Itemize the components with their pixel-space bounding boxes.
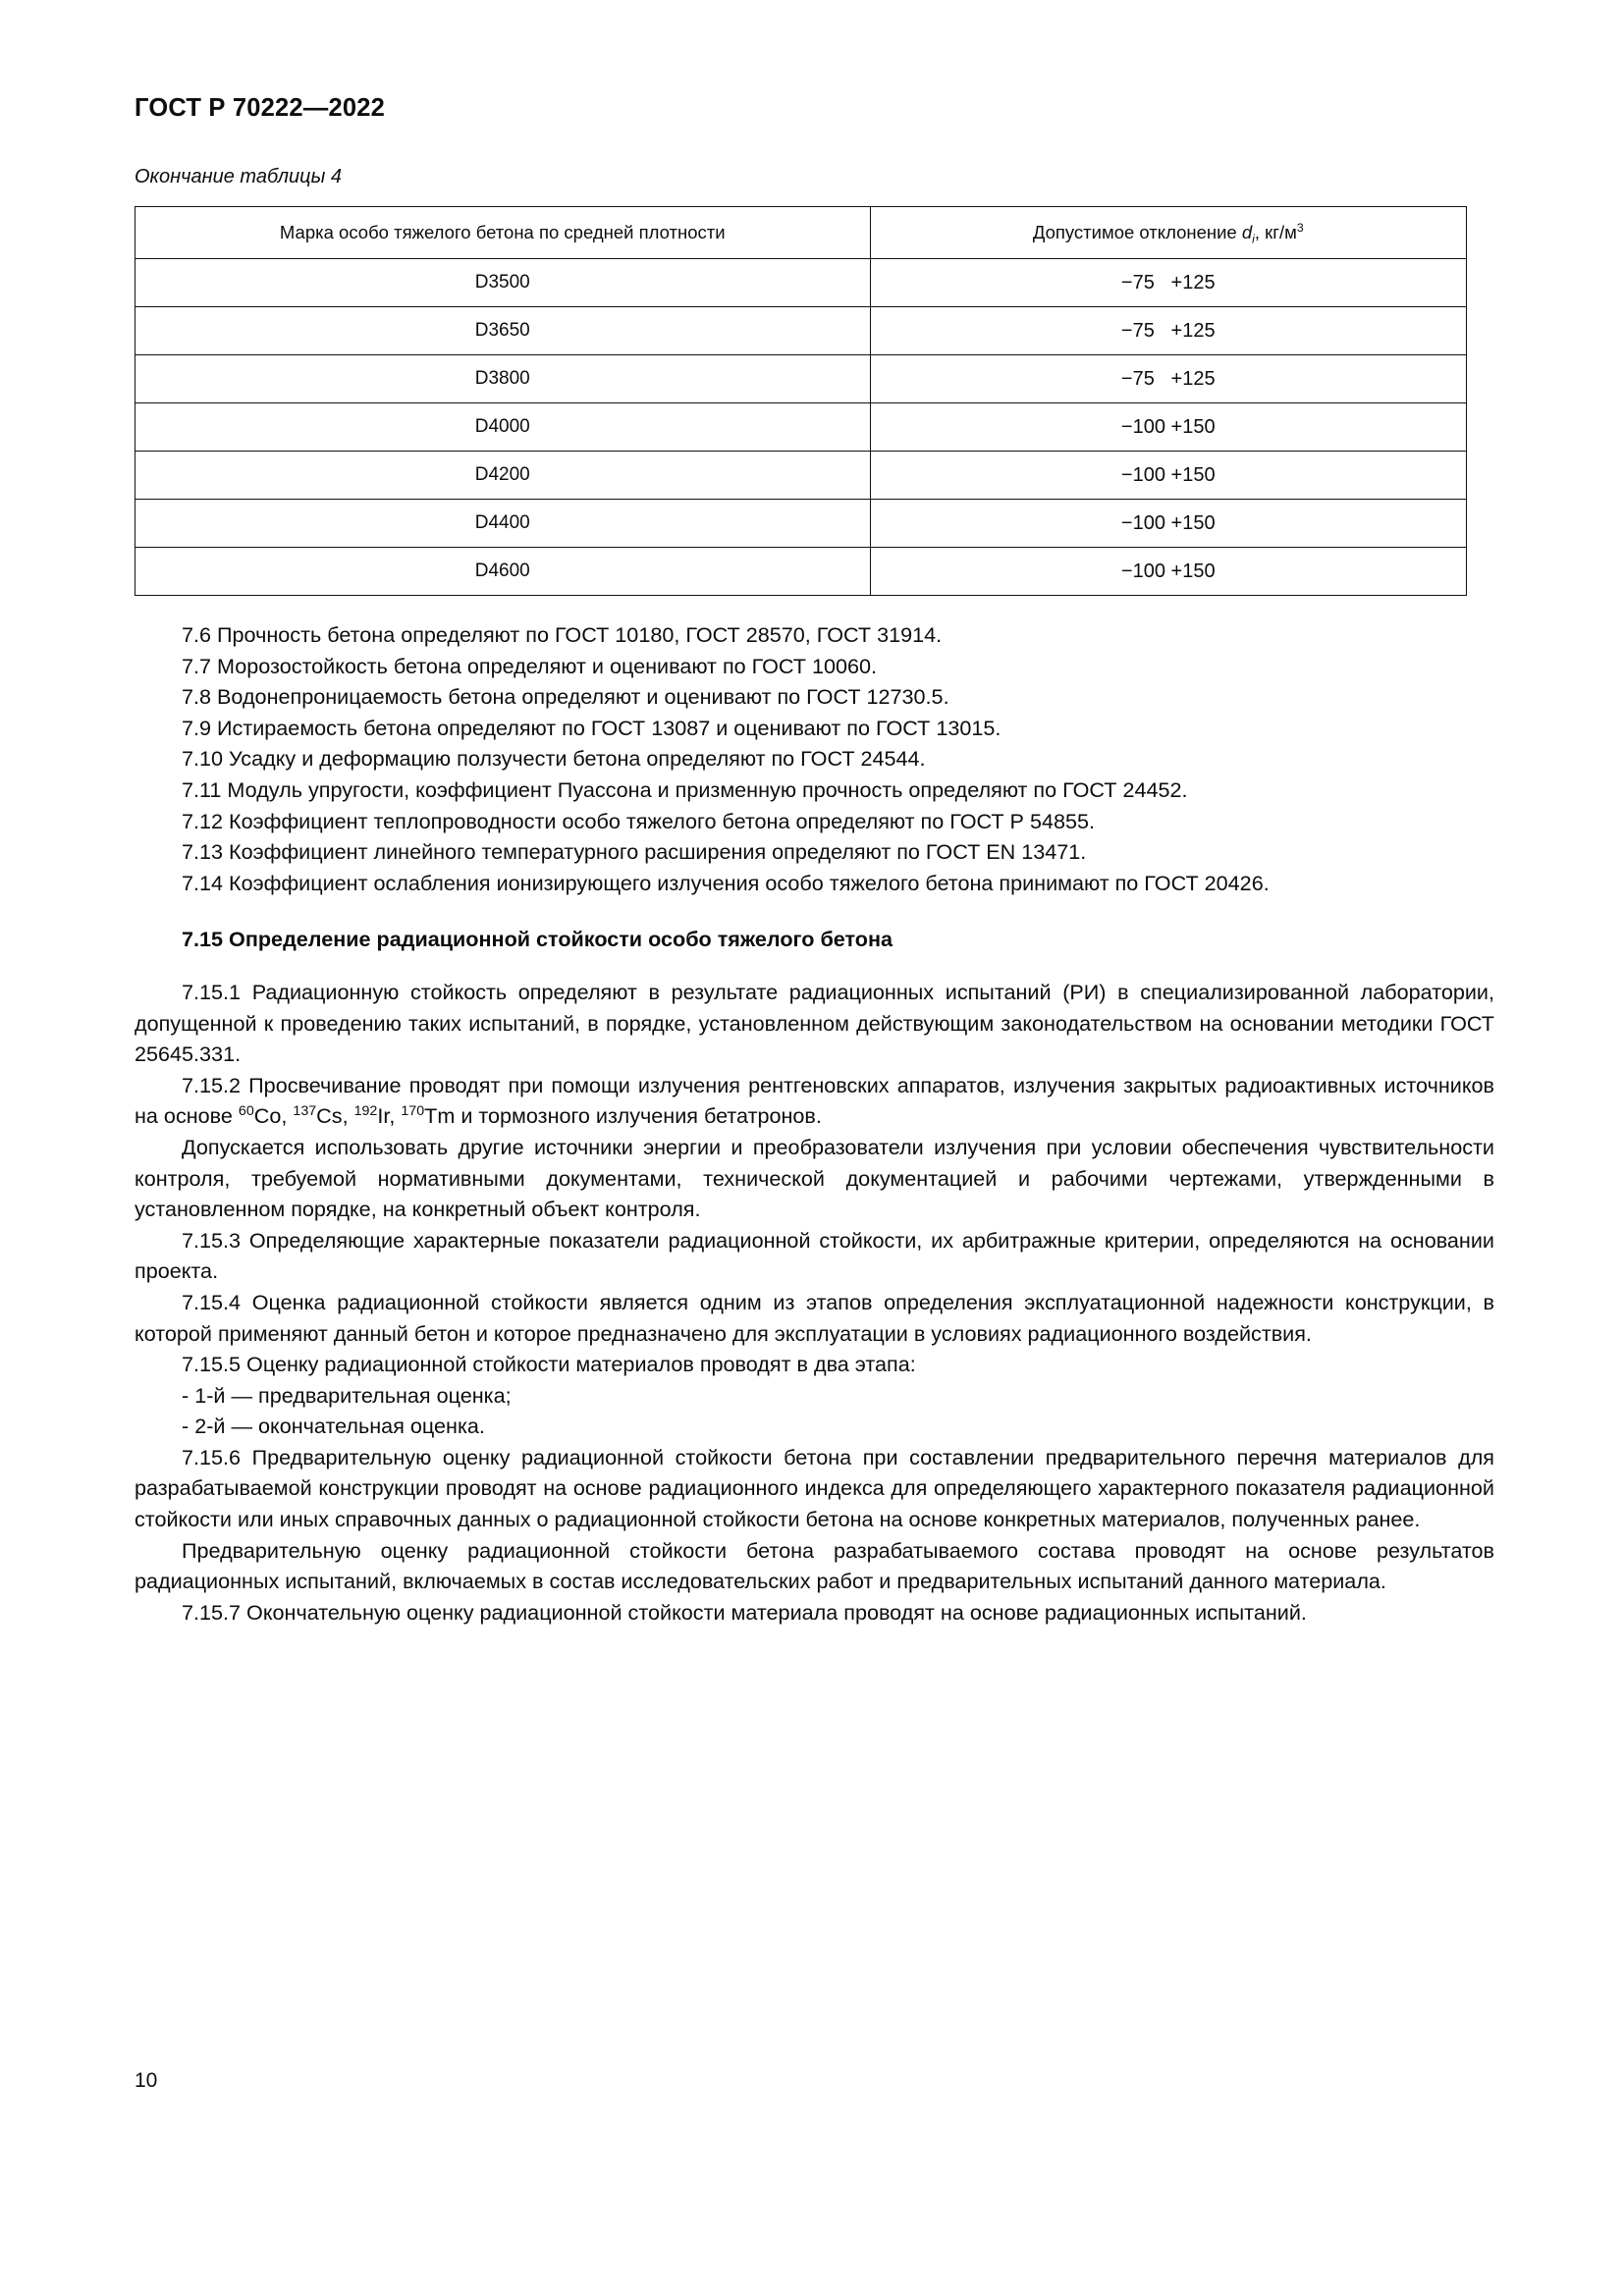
table-row bbox=[135, 452, 1467, 500]
deviation-header-exponent: 3 bbox=[1296, 220, 1304, 235]
clause-7-15-6-note: Предварительную оценку радиационной стойкости бетона разрабатываемого состава проводят на основе результатов радиационных испытаний, включаемых в состав исследовательских работ и предварительных испытаний данного материала. bbox=[135, 1537, 1494, 1594]
page-content bbox=[135, 94, 1494, 1628]
cell-grade: D3650 bbox=[135, 307, 871, 355]
deviation-value: −75 +125 bbox=[1120, 271, 1216, 294]
clause-7-15-5: 7.15.5 Оценку радиационной стойкости материалов проводят в два этапа: bbox=[182, 1352, 916, 1377]
isotope-symbol: Tm bbox=[424, 1103, 456, 1129]
table-row bbox=[135, 259, 1467, 307]
clause-7-9: 7.9 Истираемость бетона определяют по ГОСТ 13087 и оценивают по ГОСТ 13015. bbox=[182, 715, 1001, 740]
isotope-separator: , bbox=[389, 1103, 402, 1129]
clause-7-15-3: 7.15.3 Определяющие характерные показатели радиационной стойкости, их арбитражные критерии, определяются на основании проекта. bbox=[135, 1227, 1494, 1284]
clause-body bbox=[135, 619, 1494, 1628]
isotope-symbol: Co bbox=[253, 1103, 282, 1129]
isotope-mass-number: 60 bbox=[238, 1103, 254, 1120]
column-header-deviation bbox=[870, 207, 1467, 259]
cell-deviation bbox=[870, 355, 1467, 403]
running-header-standard-id: ГОСТ Р 70222—2022 bbox=[135, 94, 386, 122]
cell-deviation bbox=[870, 548, 1467, 596]
table-row bbox=[135, 307, 1467, 355]
column-header-grade: Марка особо тяжелого бетона по средней плотности bbox=[135, 207, 871, 259]
table-caption: Окончание таблицы 4 bbox=[135, 166, 343, 188]
isotope-mass-number: 137 bbox=[293, 1103, 317, 1120]
clause-7-12: 7.12 Коэффициент теплопроводности особо тяжелого бетона определяют по ГОСТ Р 54855. bbox=[182, 808, 1096, 833]
table-head bbox=[135, 207, 1467, 259]
isotope-symbol: Ir bbox=[377, 1103, 390, 1129]
section-heading-7-15: 7.15 Определение радиационной стойкости особо тяжелого бетона bbox=[182, 927, 893, 952]
clause-7-14: 7.14 Коэффициент ослабления ионизирующего излучения особо тяжелого бетона принимают по ГОСТ 20426. bbox=[182, 870, 1270, 895]
deviation-header-variable-subscript: i bbox=[1252, 232, 1255, 246]
clause-7-15-2-text-before: 7.15.2 Просвечивание проводят при помощи излучения рентгеновских аппаратов, излучения закрытых радиоактивных источников на основе bbox=[135, 1072, 1494, 1129]
clause-7-15-2-text-after: и тормозного излучения бетатронов. bbox=[455, 1103, 822, 1129]
isotope-symbol: Cs bbox=[316, 1103, 343, 1129]
isotope-mass-number: 192 bbox=[353, 1103, 378, 1120]
cell-deviation bbox=[870, 500, 1467, 548]
cell-grade: D3800 bbox=[135, 355, 871, 403]
cell-grade: D4000 bbox=[135, 403, 871, 452]
table-header-row bbox=[135, 207, 1467, 259]
table-row bbox=[135, 500, 1467, 548]
clause-7-15-5-item-1: - 1-й — предварительная оценка; bbox=[182, 1382, 512, 1408]
clause-7-15-1: 7.15.1 Радиационную стойкость определяют в результате радиационных испытаний (РИ) в специализированной лаборатории, допущенной к проведению таких испытаний, в порядке, установленном действующим законодательством на основании методики ГОСТ 25645.331. bbox=[135, 979, 1494, 1067]
clause-7-15-5-item-2: - 2-й — окончательная оценка. bbox=[182, 1414, 485, 1439]
table-body bbox=[135, 259, 1467, 596]
clause-7-8: 7.8 Водонепроницаемость бетона определяют и оценивают по ГОСТ 12730.5. bbox=[182, 684, 949, 710]
isotope-separator: , bbox=[342, 1103, 354, 1129]
cell-grade: D4200 bbox=[135, 452, 871, 500]
cell-grade: D4400 bbox=[135, 500, 871, 548]
cell-deviation bbox=[870, 452, 1467, 500]
page-number: 10 bbox=[135, 2069, 158, 2092]
deviation-value: −100 +150 bbox=[1120, 463, 1216, 486]
isotope-mass-number: 170 bbox=[401, 1103, 425, 1120]
deviation-header-variable: d bbox=[1241, 222, 1253, 243]
isotope-list bbox=[239, 1103, 455, 1128]
cell-deviation bbox=[870, 403, 1467, 452]
deviation-value: −100 +150 bbox=[1120, 560, 1216, 582]
clause-7-6: 7.6 Прочность бетона определяют по ГОСТ 10180, ГОСТ 28570, ГОСТ 31914. bbox=[182, 622, 943, 648]
isotope-separator: , bbox=[281, 1103, 294, 1129]
clause-7-15-7: 7.15.7 Окончательную оценку радиационной стойкости материала проводят на основе радиационных испытаний. bbox=[182, 1599, 1307, 1625]
clause-7-15-2 bbox=[135, 1070, 1494, 1132]
tolerance-table bbox=[135, 206, 1467, 596]
clause-7-11: 7.11 Модуль упругости, коэффициент Пуассона и призменную прочность определяют по ГОСТ 24452. bbox=[182, 777, 1188, 803]
cell-grade: D3500 bbox=[135, 259, 871, 307]
clause-7-15-2-note: Допускается использовать другие источники энергии и преобразователи излучения при условии обеспечения чувствительности контроля, требуемой нормативными документами, технической документацией и рабочими чертежами, утвержденными в установленном порядке, на конкретный объект контроля. bbox=[135, 1134, 1494, 1222]
cell-deviation bbox=[870, 259, 1467, 307]
clause-7-7: 7.7 Морозостойкость бетона определяют и оценивают по ГОСТ 10060. bbox=[182, 653, 878, 678]
clause-7-15-4: 7.15.4 Оценка радиационной стойкости является одним из этапов определения эксплуатационной надежности конструкции, в которой применяют данный бетон и которое предназначено для эксплуатации в условиях радиационного воздействия. bbox=[135, 1289, 1494, 1346]
deviation-value: −75 +125 bbox=[1120, 367, 1216, 390]
cell-grade: D4600 bbox=[135, 548, 871, 596]
deviation-header-prefix: Допустимое отклонение bbox=[1032, 222, 1242, 243]
table-row bbox=[135, 548, 1467, 596]
clause-7-13: 7.13 Коэффициент линейного температурного расширения определяют по ГОСТ EN 13471. bbox=[182, 839, 1087, 865]
table-row bbox=[135, 355, 1467, 403]
table-row bbox=[135, 403, 1467, 452]
deviation-value: −75 +125 bbox=[1120, 319, 1216, 342]
cell-deviation bbox=[870, 307, 1467, 355]
deviation-value: −100 +150 bbox=[1120, 511, 1216, 534]
clause-7-15-6: 7.15.6 Предварительную оценку радиационной стойкости бетона при составлении предварительного перечня материалов для разрабатываемой конструкции проводят на основе радиационного индекса для определяющего характерного показателя радиационной стойкости или иных справочных данных о радиационной стойкости бетона на основе конкретных материалов, полученных ранее. bbox=[135, 1444, 1494, 1532]
deviation-value: −100 +150 bbox=[1120, 415, 1216, 438]
deviation-header-units: , кг/м bbox=[1254, 222, 1297, 243]
clause-7-10: 7.10 Усадку и деформацию ползучести бетона определяют по ГОСТ 24544. bbox=[182, 746, 926, 772]
